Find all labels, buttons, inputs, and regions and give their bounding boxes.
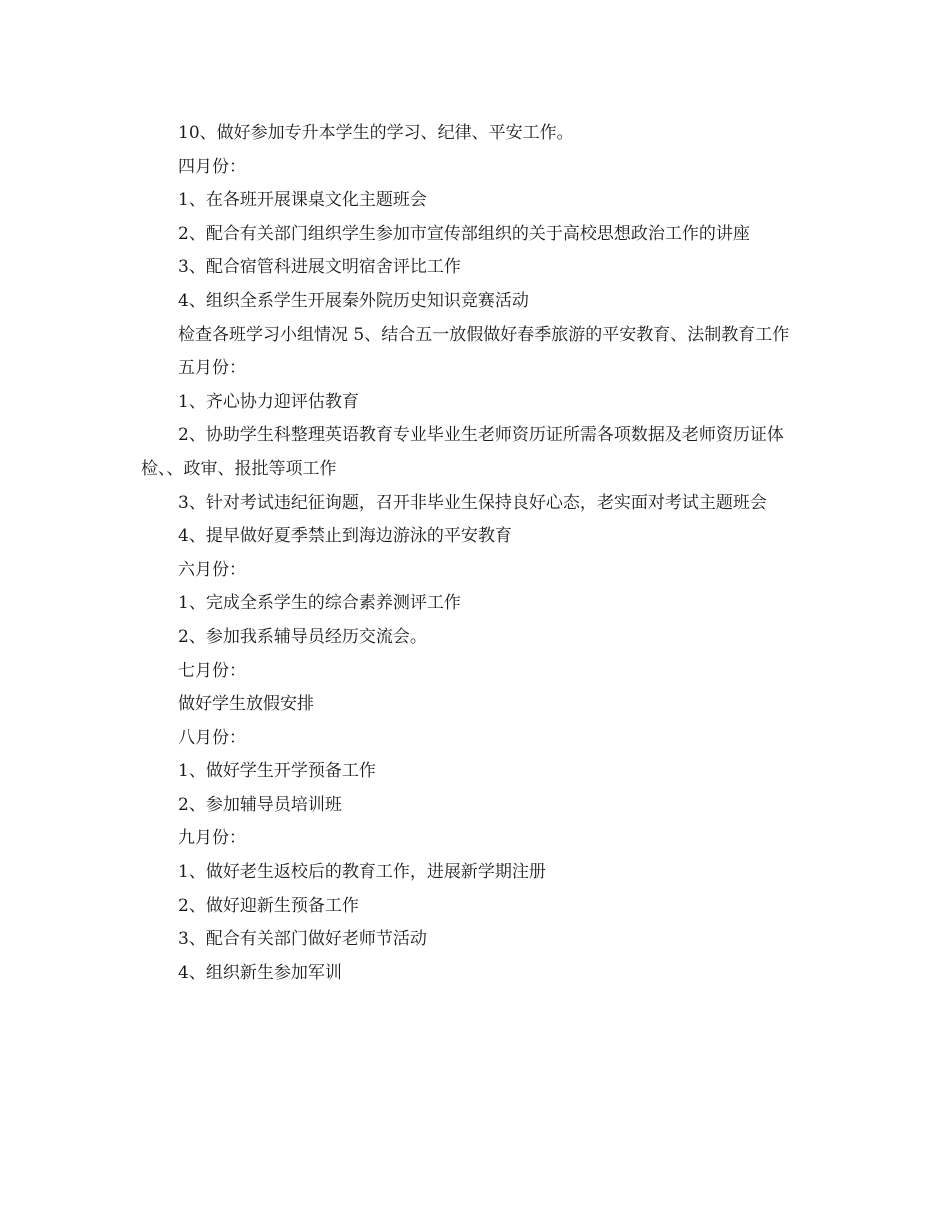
paragraph-april-3: 3、配合宿管科进展文明宿舍评比工作 (178, 257, 461, 278)
month-heading-september: 九月份： (178, 828, 246, 849)
paragraph-april-5: 检查各班学习小组情况 5、结合五一放假做好春季旅游的平安教育、法制教育工作 (178, 324, 790, 345)
paragraph-august-2: 2、参加辅导员培训班 (178, 794, 342, 815)
paragraph-august-1: 1、做好学生开学预备工作 (178, 761, 376, 782)
month-heading-june: 六月份： (178, 559, 246, 580)
paragraph-september-3: 3、配合有关部门做好老师节活动 (178, 929, 427, 950)
paragraph-may-3: 3、针对考试违纪征询题，召开非毕业生保持良好心态，老实面对考试主题班会 (178, 492, 767, 513)
month-heading-august: 八月份： (178, 727, 246, 748)
paragraph-september-1: 1、做好老生返校后的教育工作，进展新学期注册 (178, 862, 546, 883)
paragraph-may-1: 1、齐心协力迎评估教育 (178, 391, 359, 412)
paragraph-may-2: 2、协助学生科整理英语教育专业毕业生老师资历证所需各项数据及老师资历证体检、、政审、报批等项工作 (141, 425, 784, 479)
paragraph-june-2: 2、参加我系辅导员经历交流会。 (178, 626, 427, 647)
document-body (141, 117, 811, 990)
month-heading-april: 四月份： (178, 156, 246, 177)
month-heading-may: 五月份： (178, 358, 246, 379)
paragraph-april-1: 1、在各班开展课桌文化主题班会 (178, 190, 427, 211)
paragraph-september-4: 4、组织新生参加军训 (178, 962, 342, 983)
paragraph-item-10: 10、做好参加专升本学生的学习、纪律、平安工作。 (178, 123, 574, 143)
paragraph-april-2: 2、配合有关部门组织学生参加市宣传部组织的关于高校思想政治工作的讲座 (178, 223, 750, 244)
month-heading-july: 七月份： (178, 660, 246, 681)
paragraph-july-1: 做好学生放假安排 (178, 694, 314, 715)
paragraph-september-2: 2、做好迎新生预备工作 (178, 895, 359, 916)
paragraph-june-1: 1、完成全系学生的综合素养测评工作 (178, 593, 461, 614)
paragraph-april-4: 4、组织全系学生开展秦外院历史知识竞赛活动 (178, 290, 529, 311)
paragraph-may-4: 4、提早做好夏季禁止到海边游泳的平安教育 (178, 526, 512, 547)
